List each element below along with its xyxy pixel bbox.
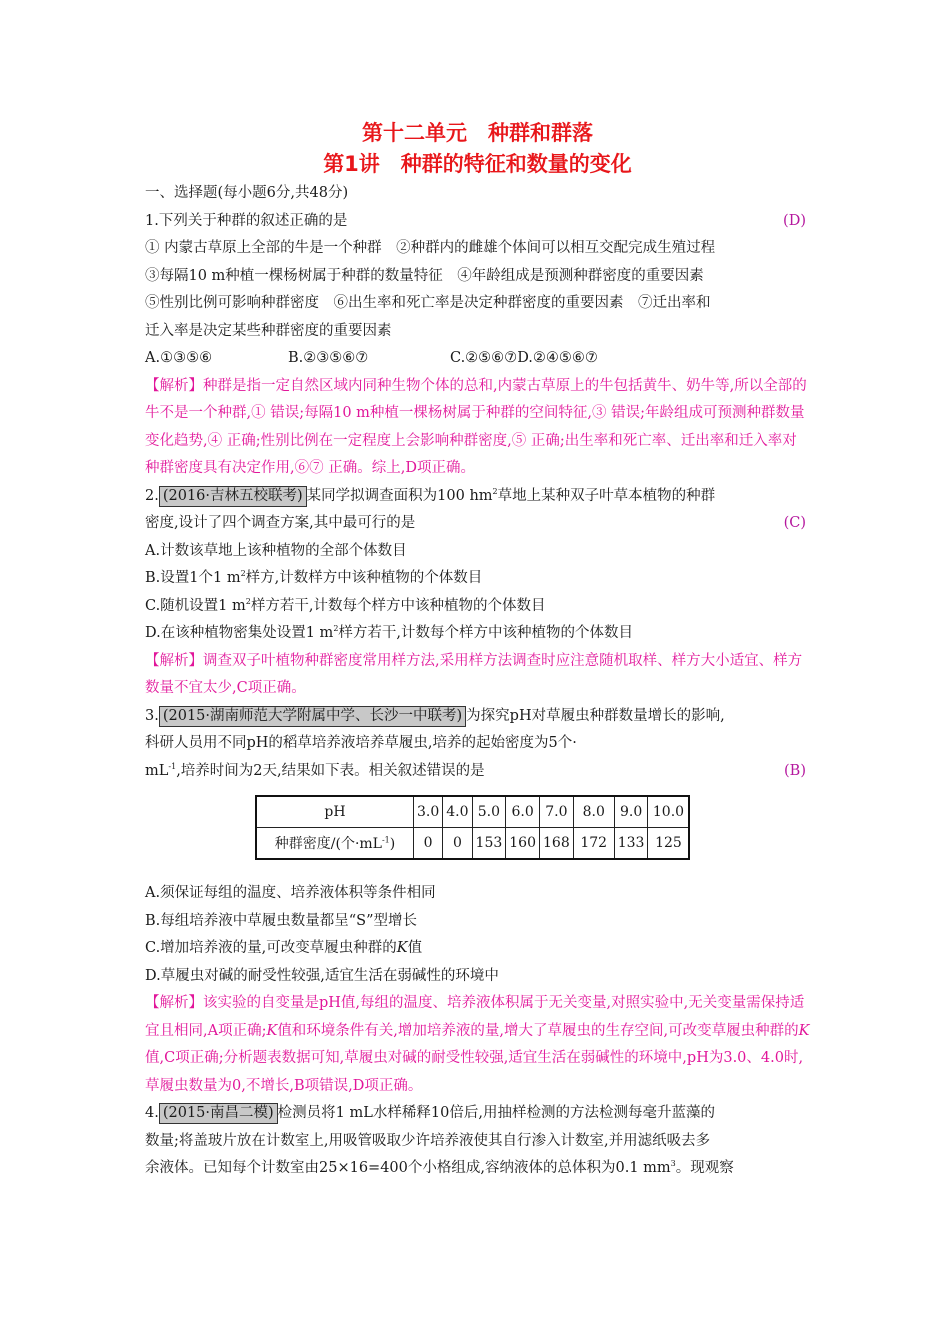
q4-stem-text: 检测员将1 mL水样稀释10倍后,用抽样检测的方法检测每毫升蓝藻的 (277, 1105, 715, 1121)
q2-analysis (145, 648, 810, 703)
q3-analysis-text: 值和环境条件有关,增加培养液的量,增大了草履虫的生存空间,可改变草履虫种群的 (277, 1022, 799, 1039)
header-text: ) (389, 836, 396, 852)
table-cell: 6.0 (506, 796, 540, 828)
q3-analysis-text: 值,C项正确;分析题表数据可知,草履虫对碱的耐受性较强,适宜生活在弱碱性的环境中,pH为3.0、4.0时,草履虫数量为0,不增长,B项错误,D项正确。 (145, 1050, 804, 1094)
superscript: 2 (333, 624, 339, 634)
section-heading: 一、选择题(每小题6分,共48分) (145, 185, 349, 201)
option-text: 样方若干,计数每个样方中该种植物的个体数目 (338, 625, 634, 641)
q4-stem-line3 (145, 1155, 810, 1183)
table-cell: 125 (648, 828, 690, 860)
table-cell: 172 (573, 828, 614, 860)
q3-analysis (145, 990, 810, 1100)
q4-stem-text: 。现观察 (675, 1160, 734, 1176)
superscript: -1 (381, 835, 390, 845)
q2-stem-text: 密度,设计了四个调查方案,其中最可行的是 (145, 515, 416, 531)
table-cell: 0 (414, 828, 443, 860)
q2-source-badge: (2016·吉林五校联考) (159, 486, 307, 507)
option-text: 样方,计数样方中该种植物的个体数目 (245, 570, 483, 586)
q3-stem-text: mL (145, 762, 169, 779)
q1-analysis-text: 种群是指一定自然区域内同种生物个体的总和,内蒙古草原上的牛包括黄牛、奶牛等,所以全部的牛不是一个种群,① 错误;每隔10 m种植一棵杨树属于种群的空间特征,③ 错误;年龄组成可预测种群数量变化趋势,④ 正确;性别比例在一定程度上会影响种群密度,⑤ 正确;出生率和死亡率、迁出率和迁入率对种群密度具有决定作用,⑥⑦ 正确。综上,D项正确。 (145, 377, 807, 476)
q4-number: 4. (145, 1105, 159, 1121)
table-row (256, 796, 689, 828)
q3-source-badge: (2015·湖南师范大学附属中学、长沙一中联考) (159, 706, 466, 727)
q1-stem (145, 208, 810, 236)
table-cell: 5.0 (472, 796, 506, 828)
option-text: 样方若干,计数每个样方中该种植物的个体数目 (250, 597, 546, 614)
lecture-title: 第1讲 种群的特征和数量的变化 (323, 152, 632, 176)
analysis-tag: 【解析】 (145, 377, 203, 394)
q4-source-badge: (2015·南昌二模) (159, 1103, 278, 1124)
q3-option-d: D.草履虫对碱的耐受性较强,适宜生活在弱碱性的环境中 (145, 967, 499, 984)
option-text: C.增加培养液的量,可改变草履虫种群的 (145, 940, 397, 956)
table-cell: 8.0 (573, 796, 614, 828)
q4-stem-text: 余液体。已知每个计数室由25×16=400个小格组成,容纳液体的总体积为0.1 mm (145, 1160, 671, 1176)
option-text: B.设置1个1 m (145, 570, 241, 586)
superscript: 3 (670, 1159, 676, 1169)
table-header-ph: pH (256, 796, 414, 828)
q1-option-a: A.①③⑤⑥ (145, 350, 213, 366)
q3-stem-line3 (145, 758, 810, 786)
q2-option-d (145, 620, 810, 648)
q4-stem-line2: 数量;将盖玻片放在计数室上,用吸管吸取少许培养液使其自行渗入计数室,并用滤纸吸去多 (145, 1132, 711, 1149)
table-cell: 133 (614, 828, 648, 860)
q1-answer: (D) (783, 212, 806, 229)
q2-option-b (145, 565, 810, 593)
q3-stem (145, 703, 810, 731)
q1-options (145, 345, 810, 373)
superscript: 2 (492, 486, 498, 496)
q3-stem-text: 为探究pH对草履虫种群数量增长的影响, (466, 707, 725, 724)
q2-answer: (C) (783, 515, 806, 531)
q3-stem-line2: 科研人员用不同pH的稻草培养液培养草履虫,培养的起始密度为5个· (145, 735, 577, 751)
q1-statement-line: ③每隔10 m种植一棵杨树属于种群的数量特征 ④年龄组成是预测种群密度的重要因素 (145, 267, 704, 284)
q1-option-c: C.②⑤⑥⑦ (450, 350, 518, 366)
q1-option-b: B.②③⑤⑥⑦ (288, 350, 369, 366)
q4-stem (145, 1100, 810, 1128)
q3-stem-text: ,培养时间为2天,结果如下表。相关叙述错误的是 (176, 762, 485, 779)
option-text: 值 (407, 940, 423, 956)
q3-data-table (255, 795, 690, 860)
header-text: 种群密度/(个·mL (274, 836, 382, 852)
q2-stem (145, 483, 810, 511)
unit-title: 第十二单元 种群和群落 (362, 121, 593, 145)
q2-stem-text: 草地上某种双子叶草本植物的种群 (497, 487, 716, 504)
q2-number: 2. (145, 487, 159, 504)
q3-option-c (145, 935, 810, 963)
superscript: 2 (245, 596, 251, 606)
analysis-tag: 【解析】 (145, 652, 203, 669)
q3-answer: (B) (784, 762, 806, 779)
superscript: 2 (240, 569, 246, 579)
q1-option-d: D.②④⑤⑥⑦ (517, 350, 598, 366)
q1-statement-line: ⑤性别比例可影响种群密度 ⑥出生率和死亡率是决定种群密度的重要因素 ⑦迁出率和 (145, 295, 711, 311)
q3-option-a: A.须保证每组的温度、培养液体积等条件相同 (145, 885, 436, 901)
q3-number: 3. (145, 707, 159, 724)
table-cell: 4.0 (443, 796, 472, 828)
q2-analysis-text: 调查双子叶植物种群密度常用样方法,采用样方法调查时应注意随机取样、样方大小适宜、样方数量不宜太少,C项正确。 (145, 652, 803, 696)
document-page (145, 118, 810, 1183)
table-cell: 153 (472, 828, 506, 860)
q3-analysis-text: 该实验的自变量是pH值,每组的温度、培养液体积属于无关变量,对照实验中,无关变量需保持适宜且相同,A项正确; (145, 995, 805, 1039)
k-symbol: K (798, 1022, 810, 1039)
q2-option-c (145, 593, 810, 621)
q2-option-a: A.计数该草地上该种植物的全部个体数目 (145, 542, 407, 559)
analysis-tag: 【解析】 (145, 995, 203, 1011)
q1-statement-line: ① 内蒙古草原上全部的牛是一个种群 ②种群内的雌雄个体间可以相互交配完成生殖过程 (145, 240, 716, 256)
table-row (256, 828, 689, 860)
k-symbol: K (396, 940, 408, 956)
q2-stem-line2 (145, 510, 810, 538)
superscript: -1 (168, 761, 177, 771)
table-cell: 168 (540, 828, 574, 860)
table-cell: 3.0 (414, 796, 443, 828)
table-cell: 9.0 (614, 796, 648, 828)
q1-analysis (145, 373, 810, 483)
option-text: C.随机设置1 m (145, 597, 246, 614)
option-text: D.在该种植物密集处设置1 m (145, 625, 334, 641)
q1-statement-line: 迁入率是决定某些种群密度的重要因素 (145, 322, 392, 339)
table-cell: 0 (443, 828, 472, 860)
table-cell: 7.0 (540, 796, 574, 828)
q2-stem-text: 某同学拟调查面积为100 hm (306, 487, 493, 504)
k-symbol: K (266, 1022, 278, 1039)
q3-option-b: B.每组培养液中草履虫数量都呈“S”型增长 (145, 912, 418, 929)
q1-stem-text: 1.下列关于种群的叙述正确的是 (145, 212, 348, 229)
table-cell: 10.0 (648, 796, 690, 828)
table-cell: 160 (506, 828, 540, 860)
table-header-density (256, 828, 414, 860)
